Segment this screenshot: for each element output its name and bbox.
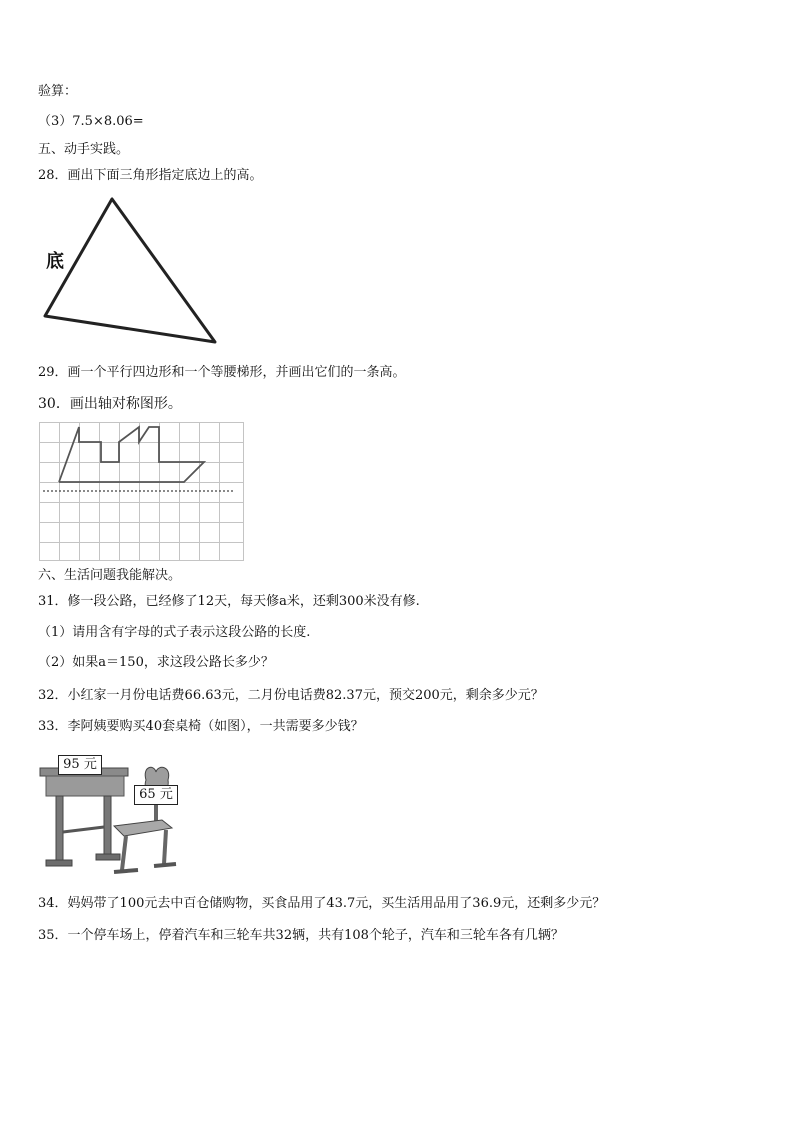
question-30: 30．画出轴对称图形。	[38, 396, 182, 412]
chair-foot-left	[114, 870, 138, 872]
half-ship-shape	[59, 427, 204, 482]
question-27-part-3: （3）7.5×8.06=	[38, 114, 144, 129]
verify-label: 验算：	[38, 84, 78, 99]
question-34: 34．妈妈带了100元去中百仓储购物，买食品用了43.7元，买生活用品用了36.9元，还剩多少元？	[38, 896, 606, 911]
chair-seat	[114, 820, 172, 836]
question-28: 28．画出下面三角形指定底边上的高。	[38, 168, 263, 183]
section-5-title: 五、动手实践。	[38, 142, 130, 157]
question-31-part-2: （2）如果a＝150，求这段公路长多少？	[38, 655, 274, 670]
triangle-figure	[40, 192, 230, 352]
section-6-title: 六、生活问题我能解决。	[38, 568, 182, 583]
desk-leg-left	[56, 796, 63, 862]
triangle-base-label: 底	[46, 251, 64, 272]
question-32: 32．小红家一月份电话费66.63元，二月份电话费82.37元，预交200元，剩余多少元？	[38, 688, 544, 703]
question-33: 33．李阿姨要购买40套桌椅（如图），一共需要多少钱？	[38, 719, 364, 734]
desk-foot-left	[46, 860, 72, 866]
question-31-part-1: （1）请用含有字母的式子表示这段公路的长度.	[38, 625, 311, 640]
desk-drawer	[46, 776, 124, 796]
desk-leg-right	[104, 796, 111, 856]
chair-leg-right	[164, 830, 166, 864]
desk-crossbar	[63, 827, 104, 832]
desk-foot-right	[96, 854, 120, 860]
question-29: 29．画一个平行四边形和一个等腰梯形，并画出它们的一条高。	[38, 365, 406, 380]
question-35: 35．一个停车场上，停着汽车和三轮车共32辆，共有108个轮子，汽车和三轮车各有几辆？	[38, 928, 564, 943]
chair-price-tag: 65 元	[134, 785, 178, 805]
triangle-shape	[45, 199, 215, 342]
chair-foot-right	[154, 864, 176, 866]
question-31: 31．修一段公路，已经修了12天，每天修a米，还剩300米没有修.	[38, 594, 420, 609]
symmetry-grid	[39, 422, 245, 562]
desk-price-tag: 95 元	[58, 755, 102, 775]
chair-leg-left	[122, 836, 126, 870]
